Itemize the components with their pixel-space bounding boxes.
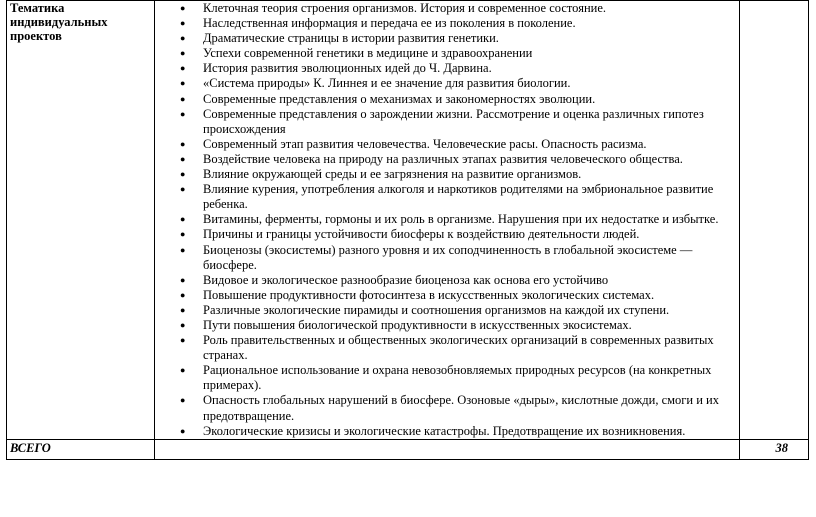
hours-cell <box>740 1 809 440</box>
bullet-icon: ● <box>180 63 186 74</box>
total-empty-cell <box>155 439 740 459</box>
list-item <box>155 318 739 333</box>
bullet-icon: ● <box>180 335 186 346</box>
list-item <box>155 227 739 242</box>
list-item-text: Современные представления о зарождении жизни. Рассмотрение и оценка различных гипотез происхождения <box>203 106 704 136</box>
list-item <box>155 76 739 91</box>
total-row <box>7 439 809 459</box>
list-item-text: Современный этап развития человечества. Человеческие расы. Опасность расизма. <box>203 136 647 151</box>
bullet-icon: ● <box>180 153 186 164</box>
bullet-icon: ● <box>180 93 186 104</box>
list-item <box>155 16 739 31</box>
bullet-icon: ● <box>180 395 186 406</box>
bullet-icon: ● <box>180 229 186 240</box>
bullet-icon: ● <box>180 108 186 119</box>
list-item-text: Видовое и экологическое разнообразие биоценоза как основа его устойчиво <box>203 272 609 287</box>
bullet-icon: ● <box>180 244 186 255</box>
list-item <box>155 288 739 303</box>
bullet-icon: ● <box>180 319 186 330</box>
list-item <box>155 167 739 182</box>
total-label-cell <box>7 439 155 459</box>
list-item-text: Рациональное использование и охрана невозобновляемых природных ресурсов (на конкретных примерах). <box>203 363 712 393</box>
list-item-text: Воздействие человека на природу на различных этапах развития человеческого общества. <box>203 151 683 166</box>
list-item <box>155 243 739 273</box>
list-item <box>155 1 739 16</box>
total-value: 38 <box>775 440 788 455</box>
list-item-text: «Система природы» К. Линнея и ее значение для развития биологии. <box>203 76 571 91</box>
list-item-text: Причины и границы устойчивости биосферы к воздействию деятельности людей. <box>203 227 640 242</box>
list-item-text: Повышение продуктивности фотосинтеза в искусственных экологических системах. <box>203 287 655 302</box>
topic-list-cell <box>155 1 740 440</box>
list-item-text: Различные экологические пирамиды и соотношения организмов на каждой их ступени. <box>203 302 670 317</box>
list-item <box>155 137 739 152</box>
bullet-icon: ● <box>180 3 186 13</box>
list-item-text: Влияние окружающей среды и ее загрязнения на развитие организмов. <box>203 167 582 182</box>
list-item <box>155 107 739 137</box>
bullet-icon: ● <box>180 289 186 300</box>
list-item-text: Наследственная информация и передача ее из поколения в поколение. <box>203 16 576 31</box>
list-item-text: Успехи современной генетики в медицине и здравоохранении <box>203 46 533 61</box>
list-item <box>155 273 739 288</box>
bullet-icon: ● <box>180 78 186 89</box>
list-item-text: Пути повышения биологической продуктивности в искусственных экосистемах. <box>203 317 632 332</box>
bullet-icon: ● <box>180 274 186 285</box>
curriculum-table <box>6 0 809 460</box>
list-item <box>155 152 739 167</box>
list-item <box>155 182 739 212</box>
bullet-icon: ● <box>180 48 186 59</box>
list-item <box>155 333 739 363</box>
topic-label: Тематика индивидуальных проектов <box>10 1 108 43</box>
list-item-text: История развития эволюционных идей до Ч. Дарвина. <box>203 61 492 76</box>
list-item <box>155 46 739 61</box>
topic-list <box>155 1 739 439</box>
bullet-icon: ● <box>180 304 186 315</box>
list-item <box>155 92 739 107</box>
list-item <box>155 212 739 227</box>
bullet-icon: ● <box>180 169 186 180</box>
list-item-text: Современные представления о механизмах и закономерностях эволюции. <box>203 91 596 106</box>
list-item-text: Влияние курения, употребления алкоголя и наркотиков родителями на эмбриональное развитие ребенка. <box>203 182 714 212</box>
bullet-icon: ● <box>180 18 186 29</box>
list-item-text: Опасность глобальных нарушений в биосфере. Озоновые «дыры», кислотные дожди, смоги и их предотвращение. <box>203 393 719 423</box>
bullet-icon: ● <box>180 184 186 195</box>
total-label: ВСЕГО <box>10 440 51 455</box>
list-item <box>155 393 739 423</box>
bullet-icon: ● <box>180 138 186 149</box>
list-item-text: Биоценозы (экосистемы) разного уровня и их соподчиненность в глобальной экосистеме — биосфере. <box>203 242 693 272</box>
topic-label-cell <box>7 1 155 440</box>
list-item-text: Витамины, ферменты, гормоны и их роль в организме. Нарушения при их недостатке и избытке. <box>203 212 719 227</box>
topics-row <box>7 1 809 440</box>
bullet-icon: ● <box>180 214 186 225</box>
list-item <box>155 363 739 393</box>
total-value-cell <box>740 439 809 459</box>
bullet-icon: ● <box>180 425 186 436</box>
list-item <box>155 31 739 46</box>
bullet-icon: ● <box>180 365 186 376</box>
list-item-text: Роль правительственных и общественных экологических организаций в современных развитых странах. <box>203 333 714 363</box>
list-item-text: Драматические страницы в истории развития генетики. <box>203 31 499 46</box>
list-item-text: Экологические кризисы и экологические катастрофы. Предотвращение их возникновения. <box>203 423 686 438</box>
list-item <box>155 424 739 439</box>
bullet-icon: ● <box>180 33 186 44</box>
list-item-text: Клеточная теория строения организмов. История и современное состояние. <box>203 1 606 15</box>
list-item <box>155 303 739 318</box>
list-item <box>155 61 739 76</box>
